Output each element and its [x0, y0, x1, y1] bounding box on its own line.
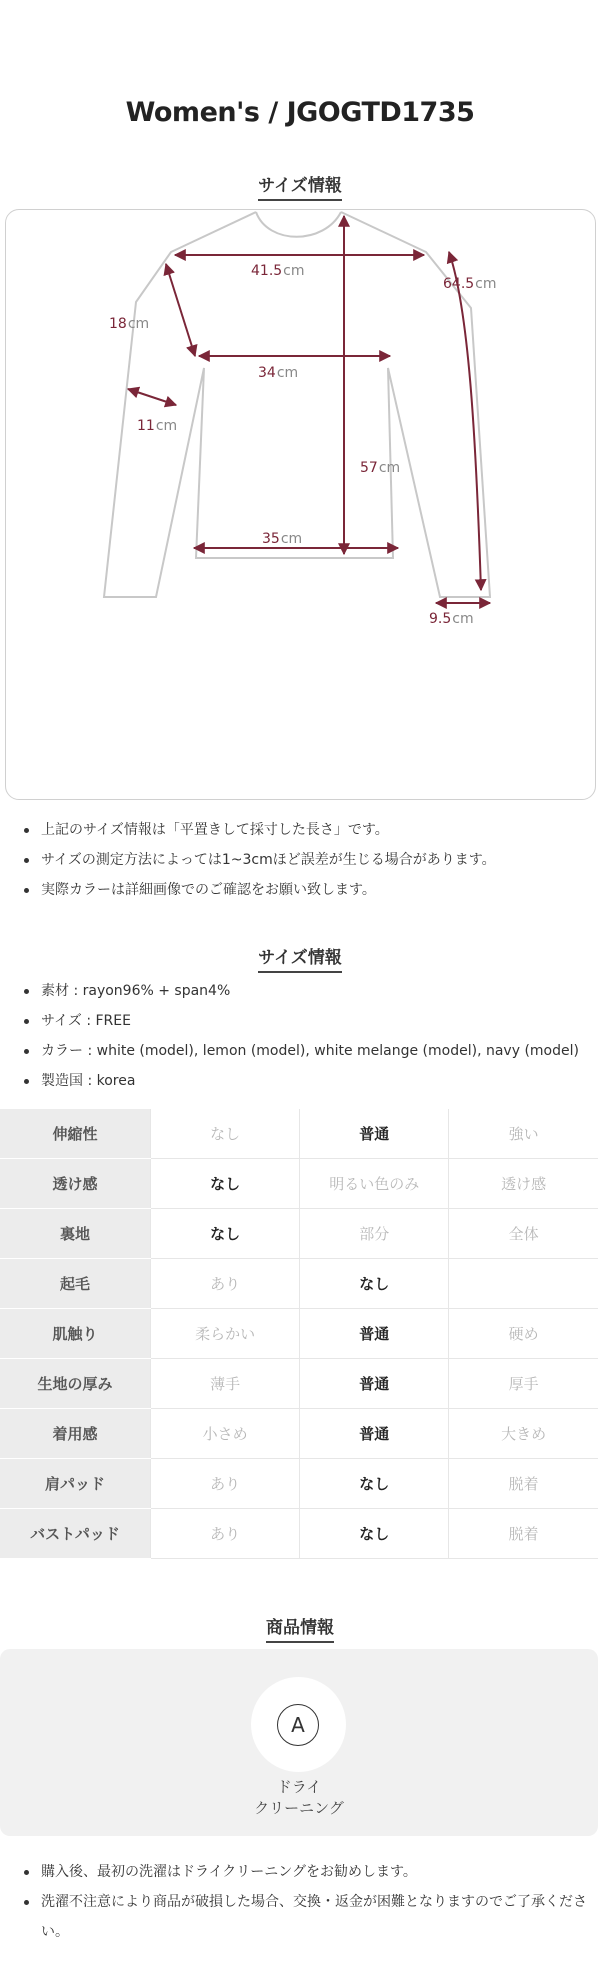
page-title: Women's / JGOGTD1735 [125, 97, 475, 128]
attribute-option: 明るい色のみ [300, 1159, 449, 1209]
list-item: サイズの測定方法によっては1~3cmほど誤差が生じる場合があります。 [22, 845, 592, 875]
list-item: カラー : white (model), lemon (model), white melange (model), navy (model) [22, 1036, 592, 1066]
attribute-option-selected: 普通 [300, 1309, 449, 1359]
attribute-option: 強い [449, 1109, 598, 1159]
table-row [0, 1509, 598, 1559]
size-diagram [5, 209, 596, 800]
attribute-option: 大きめ [449, 1409, 598, 1459]
attribute-option: 厚手 [449, 1359, 598, 1409]
attribute-option-selected: なし [300, 1509, 449, 1559]
size-info-heading: サイズ情報 [0, 171, 600, 201]
attribute-option-selected: なし [300, 1459, 449, 1509]
total-length-label: 64.5cm [443, 276, 497, 292]
attribute-label: 起毛 [0, 1259, 151, 1309]
table-row [0, 1209, 598, 1259]
attribute-option-selected: なし [151, 1159, 300, 1209]
attribute-option-selected: 普通 [300, 1109, 449, 1159]
list-item: サイズ : FREE [22, 1006, 592, 1036]
attribute-option: あり [151, 1259, 300, 1309]
attribute-option-selected: 普通 [300, 1359, 449, 1409]
attribute-label: 伸縮性 [0, 1109, 151, 1159]
attribute-option: あり [151, 1459, 300, 1509]
table-row [0, 1109, 598, 1159]
attribute-option: 全体 [449, 1209, 598, 1259]
list-item: 実際カラーは詳細画像でのご確認をお願い致します。 [22, 875, 592, 905]
hem-width-label: 35cm [262, 531, 303, 547]
table-row [0, 1359, 598, 1409]
table-row [0, 1309, 598, 1359]
attribute-label: 裏地 [0, 1209, 151, 1259]
garment-outline [6, 210, 595, 799]
care-notes-list [22, 1857, 592, 1947]
attribute-label: バストパッド [0, 1509, 151, 1559]
sleeve-width-label: 11cm [137, 418, 178, 434]
attribute-label: 肩パッド [0, 1459, 151, 1509]
attribute-option: 透け感 [449, 1159, 598, 1209]
attribute-option-selected: 普通 [300, 1409, 449, 1459]
attribute-label: 肌触り [0, 1309, 151, 1359]
list-item: 製造国 : korea [22, 1066, 592, 1096]
shoulder-width-label: 41.5cm [251, 263, 305, 279]
attribute-option-selected: なし [151, 1209, 300, 1259]
cuff-width-label: 9.5cm [429, 611, 474, 627]
attribute-option: 小さめ [151, 1409, 300, 1459]
attribute-option: 柔らかい [151, 1309, 300, 1359]
table-row [0, 1159, 598, 1209]
body-length-label: 57cm [360, 460, 401, 476]
care-panel [0, 1649, 598, 1836]
table-row [0, 1259, 598, 1309]
size-notes-list [22, 815, 592, 905]
attribute-option: 脱着 [449, 1459, 598, 1509]
attribute-option-selected: なし [300, 1259, 449, 1309]
care-label: ドライ クリーニング [254, 1778, 344, 1817]
attribute-label: 透け感 [0, 1159, 151, 1209]
dry-clean-icon: A [251, 1677, 346, 1772]
attribute-option: なし [151, 1109, 300, 1159]
chest-width-label: 34cm [258, 365, 299, 381]
product-info-heading: 商品情報 [0, 1613, 600, 1643]
table-row [0, 1409, 598, 1459]
detail-info-heading: サイズ情報 [0, 943, 600, 973]
table-row [0, 1459, 598, 1509]
list-item: 素材 : rayon96% + span4% [22, 976, 592, 1006]
attribute-option: 部分 [300, 1209, 449, 1259]
attribute-option: 脱着 [449, 1509, 598, 1559]
attribute-option [449, 1259, 598, 1309]
attribute-table [0, 1109, 598, 1559]
attribute-label: 着用感 [0, 1409, 151, 1459]
spec-list [22, 976, 592, 1096]
attribute-option: あり [151, 1509, 300, 1559]
list-item: 上記のサイズ情報は「平置きして採寸した長さ」です。 [22, 815, 592, 845]
list-item: 洗濯不注意により商品が破損した場合、交換・返金が困難となりますのでご了承ください。 [22, 1887, 592, 1947]
attribute-option: 硬め [449, 1309, 598, 1359]
armhole-label: 18cm [109, 316, 150, 332]
attribute-option: 薄手 [151, 1359, 300, 1409]
attribute-label: 生地の厚み [0, 1359, 151, 1409]
list-item: 購入後、最初の洗濯はドライクリーニングをお勧めします。 [22, 1857, 592, 1887]
